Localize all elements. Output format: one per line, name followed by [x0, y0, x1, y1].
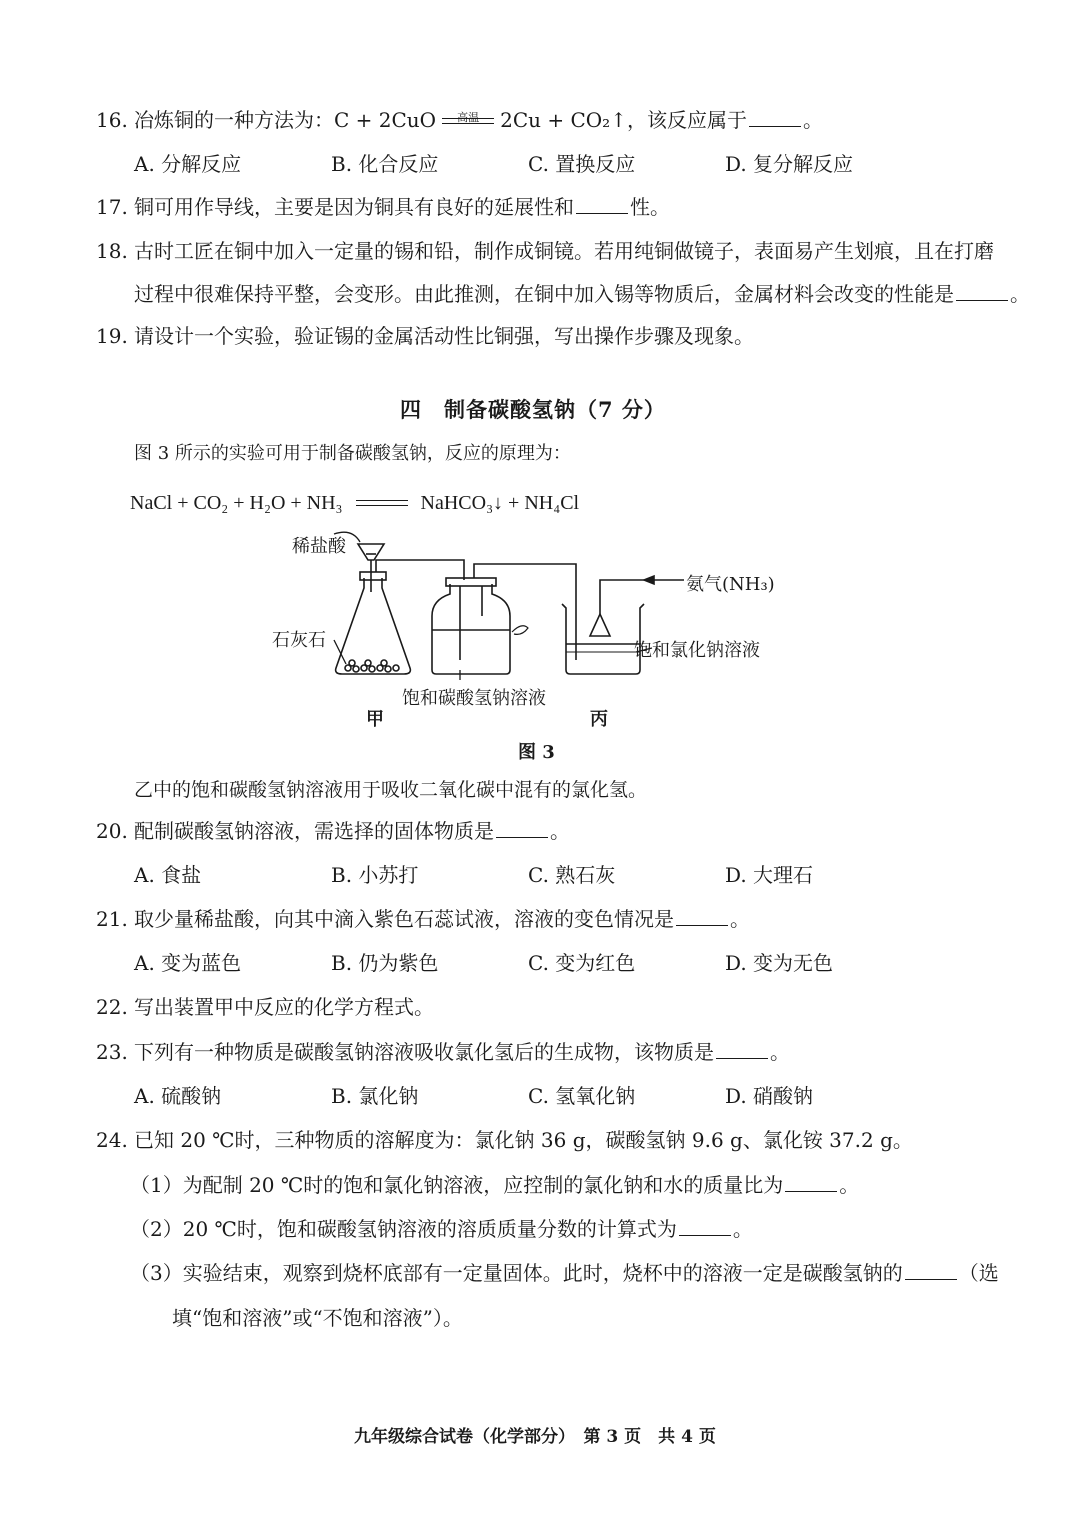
question-text: 请设计一个实验，验证锡的金属活动性比铜强，写出操作步骤及现象。 — [134, 324, 754, 348]
question-number: 20. — [96, 819, 128, 843]
question-text: 下列有一种物质是碳酸氢钠溶液吸收氯化氢后的生成物，该物质是 — [134, 1040, 714, 1064]
question-number: 22. — [96, 995, 128, 1019]
question-text: 配制碳酸氢钠溶液，需选择的固体物质是 — [134, 819, 494, 843]
question-23: 23. 下列有一种物质是碳酸氢钠溶液吸收氯化氢后的生成物，该物质是 。 — [0, 1034, 1080, 1070]
beaker-bing — [562, 580, 644, 674]
option-c[interactable]: C. 置换反应 — [528, 152, 636, 176]
question-18-cont: 过程中很难保持平整，会变形。由此推测，在铜中加入锡等物质后，金属材料会改变的性能是 。 — [134, 282, 1030, 306]
page-footer: 九年级综合试卷（化学部分） 第 3 页 共 4 页 — [354, 1427, 716, 1447]
option-b[interactable]: B. 氯化钠 — [331, 1084, 419, 1108]
question-24-part-2: （2）20 ℃时，饱和碳酸氢钠溶液的溶质质量分数的计算式为 。 — [130, 1217, 753, 1241]
conical-flask-jia — [336, 572, 411, 674]
reaction-condition: 高温 — [442, 112, 494, 132]
label-bing: 丙 — [590, 709, 608, 730]
option-c[interactable]: C. 氢氧化钠 — [528, 1084, 636, 1108]
question-text: 冶炼铜的一种方法为：C + 2CuO — [134, 108, 437, 132]
figure-caption: 图 3 — [518, 742, 555, 763]
label-nacl-solution: 饱和氯化钠溶液 — [634, 640, 760, 661]
figure-note: 乙中的饱和碳酸氢钠溶液用于吸收二氧化碳中混有的氯化氢。 — [134, 779, 648, 801]
question-17: 17. 铜可用作导线，主要是因为铜具有良好的延展性和 性。 — [0, 189, 1080, 225]
answer-blank[interactable] — [576, 193, 628, 214]
question-24 — [0, 1122, 1080, 1158]
option-a[interactable]: A. 变为蓝色 — [134, 951, 242, 975]
answer-blank[interactable] — [496, 817, 548, 838]
question-22 — [0, 989, 1080, 1025]
question-text: 取少量稀盐酸，向其中滴入紫色石蕊试液，溶液的变色情况是 — [134, 907, 674, 931]
question-number: 21. — [96, 907, 128, 931]
option-b[interactable]: B. 仍为紫色 — [331, 951, 439, 975]
question-number: 19. — [96, 324, 128, 348]
reaction-equation — [130, 492, 579, 515]
answer-blank[interactable] — [956, 280, 1008, 301]
section-title: 四 制备碳酸氢钠（7 分） — [400, 397, 666, 422]
section-intro: 图 3 所示的实验可用于制备碳酸氢钠，反应的原理为： — [134, 443, 571, 464]
question-21-options — [0, 945, 1080, 981]
equation-products: NaHCO₃↓ + NH₄Cl — [420, 492, 580, 514]
answer-blank[interactable] — [676, 905, 728, 926]
sub-question-text: （2）20 ℃时，饱和碳酸氢钠溶液的溶质质量分数的计算式为 — [130, 1217, 677, 1241]
question-number: 24. — [96, 1128, 128, 1152]
label-jia: 甲 — [366, 709, 384, 730]
question-16: 16. 冶炼铜的一种方法为：C + 2CuO 高温 2Cu + CO₂↑，该反应属于 。 — [0, 102, 1080, 138]
tube-jia-yi — [376, 560, 464, 580]
dropping-funnel — [358, 544, 384, 592]
question-20: 20. 配制碳酸氢钠溶液，需选择的固体物质是 。 — [0, 813, 1080, 849]
sub-question-text: （3）实验结束，观察到烧杯底部有一定量固体。此时，烧杯中的溶液一定是碳酸氢钠的 — [130, 1261, 903, 1285]
question-20-options — [0, 857, 1080, 893]
option-a[interactable]: A. 食盐 — [134, 863, 202, 887]
wash-bottle-yi — [432, 578, 528, 674]
option-d[interactable]: D. 变为无色 — [725, 951, 834, 975]
question-19 — [0, 318, 1080, 354]
equals-sign — [356, 497, 408, 511]
equation-reactants: NaCl + CO₂ + H₂O + NH₃ — [130, 492, 343, 514]
label-nahco3-solution: 饱和碳酸氢钠溶液 — [402, 688, 546, 709]
question-16-options — [0, 146, 1080, 182]
question-23-options — [0, 1078, 1080, 1114]
option-b[interactable]: B. 化合反应 — [331, 152, 439, 176]
question-18 — [0, 233, 1080, 269]
label-ammonia: 氨气(NH₃) — [686, 574, 775, 595]
question-number: 17. — [96, 195, 128, 219]
option-c[interactable]: C. 熟石灰 — [528, 863, 616, 887]
question-text: 已知 20 ℃时，三种物质的溶解度为：氯化钠 36 g，碳酸氢钠 9.6 g、氯化铵 37.2 g。 — [134, 1128, 913, 1152]
question-text: 铜可用作导线，主要是因为铜具有良好的延展性和 — [134, 195, 574, 219]
option-d[interactable]: D. 大理石 — [725, 863, 814, 887]
question-21: 21. 取少量稀盐酸，向其中滴入紫色石蕊试液，溶液的变色情况是 。 — [0, 901, 1080, 937]
question-24-part-1: （1）为配制 20 ℃时的饱和氯化钠溶液，应控制的氯化钠和水的质量比为 。 — [130, 1173, 860, 1197]
option-b[interactable]: B. 小苏打 — [331, 863, 419, 887]
option-a[interactable]: A. 硫酸钠 — [134, 1084, 222, 1108]
question-24-part-3-cont — [0, 1300, 1080, 1336]
sub-question-text-cont: 填“饱和溶液”或“不饱和溶液”）。 — [172, 1306, 463, 1330]
option-c[interactable]: C. 变为红色 — [528, 951, 636, 975]
label-dilute-hcl: 稀盐酸 — [292, 536, 346, 557]
question-number: 23. — [96, 1040, 128, 1064]
option-d[interactable]: D. 硝酸钠 — [725, 1084, 814, 1108]
ammonia-arrow — [644, 576, 684, 584]
answer-blank[interactable] — [716, 1038, 768, 1059]
question-number: 18. — [96, 239, 128, 263]
question-number: 16. — [96, 108, 128, 132]
answer-blank[interactable] — [785, 1171, 837, 1192]
question-text-cont: 过程中很难保持平整，会变形。由此推测，在铜中加入锡等物质后，金属材料会改变的性能是 — [134, 282, 954, 306]
answer-blank[interactable] — [749, 106, 801, 127]
sub-question-text: （1）为配制 20 ℃时的饱和氯化钠溶液，应控制的氯化钠和水的质量比为 — [130, 1173, 784, 1197]
question-text: 写出装置甲中反应的化学方程式。 — [134, 995, 434, 1019]
question-text: 古时工匠在铜中加入一定量的锡和铅，制作成铜镜。若用纯铜做镜子，表面易产生划痕，且在打磨 — [134, 239, 994, 263]
option-d[interactable]: D. 复分解反应 — [725, 152, 854, 176]
label-limestone: 石灰石 — [272, 630, 326, 651]
question-text-cont: 2Cu + CO₂↑，该反应属于 — [500, 108, 747, 132]
answer-blank[interactable] — [679, 1215, 731, 1236]
question-24-part-3: （3）实验结束，观察到烧杯底部有一定量固体。此时，烧杯中的溶液一定是碳酸氢钠的 （选 — [130, 1261, 999, 1285]
option-a[interactable]: A. 分解反应 — [134, 152, 242, 176]
answer-blank[interactable] — [905, 1259, 957, 1280]
